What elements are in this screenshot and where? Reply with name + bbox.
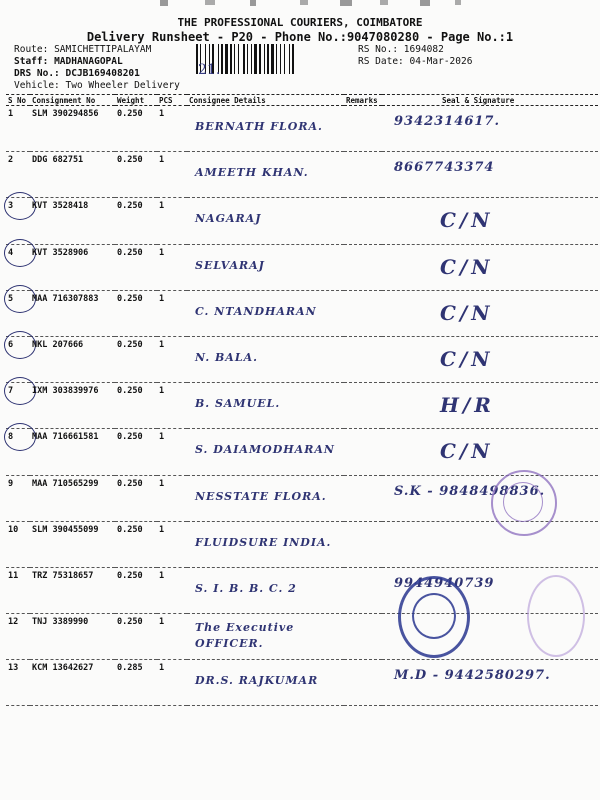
row-sno-cell [6,290,30,336]
consignee-details-cell [187,244,344,290]
table-row [6,198,598,244]
consignee-details-cell [187,614,344,660]
consignment-no-cell [30,106,115,152]
handwritten-consignee: BERNATH FLORA. [195,120,323,133]
consignee-details-cell [187,429,344,475]
seal-signature-cell [382,383,598,429]
seal-signature-cell [382,152,598,198]
weight: 0.285 [117,663,143,674]
consignee-details-cell [187,106,344,152]
handwritten-consignee: S. I. B. B. C. 2 [195,581,297,595]
handwritten-consignee: AMEETH KHAN. [195,166,309,180]
row-sno: 1 [8,109,14,119]
consignment-no-cell [30,614,115,660]
seal-stamp-faint [527,575,585,657]
consignment-no-cell [30,521,115,567]
handwritten-consignee: FLUIDSURE INDIA. [195,535,332,549]
weight-cell [115,336,157,382]
table-row [6,660,598,706]
pcs-cell [157,660,187,706]
handwritten-consignee: S. DAIAMODHARAN [195,443,335,457]
consignment-no: TRZ 75318657 [32,570,94,581]
remarks-cell [344,198,382,244]
pcs-cell [157,198,187,244]
pcs-cell [157,336,187,382]
handwritten-consignee: N. BALA. [195,350,258,364]
consignment-no: KCM 13642627 [32,663,94,674]
consignment-no-cell [30,567,115,613]
consignment-no: TNJ 3389990 [32,617,89,628]
consignment-no: KVT 3528418 [32,201,89,212]
handwritten-signature: C/N [440,254,494,279]
consignment-no-cell [30,383,115,429]
row-sno-cell [6,429,30,475]
seal-signature-cell [382,290,598,336]
vehicle-value: Two Wheeler Delivery [65,80,180,91]
remarks-cell [344,383,382,429]
consignee-details-cell [187,475,344,521]
row-sno-cell [6,614,30,660]
row-sno-cell [6,475,30,521]
runsheet-subtitle: Delivery Runsheet - P20 - Phone No.:9047080280 - Page No.:1 [86,30,514,44]
consignment-no: MAA 716307883 [32,293,99,304]
remarks-cell [344,567,382,613]
consignee-details-cell [187,567,344,613]
consignment-no-cell [30,475,115,521]
pcs: 1 [159,524,165,535]
handwritten-signature: H/R [440,393,495,418]
remarks-cell [344,429,382,475]
pcs: 1 [159,570,165,581]
pcs: 1 [159,617,165,628]
handwritten-consignee: DR.S. RAJKUMAR [195,674,319,688]
weight: 0.250 [117,570,143,581]
row-sno: 13 [8,663,19,674]
row-sno: 11 [8,570,19,581]
handwritten-consignee: NAGARAJ [195,212,262,226]
pcs: 1 [159,432,165,443]
rs-date-line: RS Date: 04-Mar-2026 [358,56,473,67]
rs-date-value: 04-Mar-2026 [409,56,473,67]
col-remarks: Remarks [344,95,382,106]
pcs-cell [157,106,187,152]
pcs: 1 [159,201,165,212]
handwritten-signature: C/N [440,208,494,233]
weight: 0.250 [117,617,143,628]
consignee-details-cell [187,198,344,244]
consignment-no: MAA 710565299 [32,478,99,489]
handwritten-consignee: B. SAMUEL. [195,397,281,411]
row-sno-cell [6,198,30,244]
pcs-cell [157,429,187,475]
weight: 0.250 [117,247,143,258]
seal-signature-cell [382,429,598,475]
row-sno-cell [6,152,30,198]
row-sno: 6 [8,339,14,350]
weight: 0.250 [117,155,143,166]
pcs-cell [157,290,187,336]
handwritten-consignee: SELVARAJ [195,258,265,272]
table-row [6,244,598,290]
weight: 0.250 [117,478,143,489]
weight: 0.250 [117,524,143,535]
row-sno: 9 [8,478,14,489]
pcs-cell [157,244,187,290]
seal-signature-cell [382,198,598,244]
row-sno-cell [6,567,30,613]
weight-cell [115,614,157,660]
weight-cell [115,244,157,290]
consignment-no-cell [30,290,115,336]
row-sno: 12 [8,617,19,628]
consignee-details-cell [187,383,344,429]
pcs: 1 [159,155,165,166]
seal-signature-cell [382,106,598,152]
drs-value: DCJB169408201 [65,68,140,79]
top-edge-marks [0,0,600,12]
handwritten-consignee: The Executive OFFICER. [195,621,295,651]
remarks-cell [344,244,382,290]
weight: 0.250 [117,201,143,212]
vehicle-line: Vehicle: Two Wheeler Delivery [14,80,180,91]
row-sno-cell [6,383,30,429]
row-sno: 3 [8,201,14,212]
handwritten-consignee: NESSTATE FLORA. [195,489,327,503]
row-sno: 8 [8,432,14,443]
handwritten-signature: S.K - 9848498836. [394,483,546,499]
remarks-cell [344,106,382,152]
handwritten-signature: M.D - 9442580297. [394,668,551,684]
weight: 0.250 [117,293,143,304]
seal-signature-cell [382,336,598,382]
consignment-no-cell [30,336,115,382]
seal-signature-cell [382,521,598,567]
consignment-no: MAA 716661581 [32,432,99,443]
pcs-cell [157,383,187,429]
handwritten-signature: 8667743374 [394,160,495,176]
pcs: 1 [159,478,165,489]
weight-cell [115,198,157,244]
remarks-cell [344,152,382,198]
weight-cell [115,567,157,613]
consignment-no: SLM 390455099 [32,524,99,535]
col-seal-signature: Seal & Signature [382,95,598,106]
handwritten-signature: C/N [440,300,494,325]
col-pcs: PCS [157,95,187,106]
pcs: 1 [159,386,165,397]
handwritten-signature: 9342314617. [394,114,500,129]
table-row [6,336,598,382]
handwritten-signature: 9944940739 [394,575,495,591]
seal-stamp-blue [398,576,470,658]
remarks-cell [344,475,382,521]
row-sno: 10 [8,524,19,535]
row-sno-cell [6,521,30,567]
company-title: THE PROFESSIONAL COURIERS, COIMBATORE [177,16,423,29]
row-sno: 5 [8,293,14,304]
row-sno-cell [6,660,30,706]
handwritten-consignee: C. NTANDHARAN [195,304,317,318]
consignee-details-cell [187,660,344,706]
consignment-no-cell [30,244,115,290]
weight: 0.250 [117,386,143,397]
col-sno: S No [6,95,30,106]
pcs-cell [157,614,187,660]
pcs-cell [157,521,187,567]
table-row [6,290,598,336]
table-row [6,567,598,613]
pcs-cell [157,567,187,613]
pcs: 1 [159,293,165,304]
route-line: Route: SAMICHETTIPALAYAM [14,44,152,55]
row-sno-cell [6,336,30,382]
row-sno-cell [6,106,30,152]
row-sno-cell [6,244,30,290]
seal-signature-cell [382,475,598,521]
remarks-cell [344,521,382,567]
handwritten-mark: 21. [198,62,221,78]
pcs: 1 [159,109,165,119]
weight-cell [115,383,157,429]
handwritten-signature: C/N [440,439,494,464]
col-consignment: Consignment No [30,95,115,106]
rs-no-value: 1694082 [403,44,444,55]
row-sno: 7 [8,386,14,397]
table-row [6,152,598,198]
table-row [6,106,598,152]
consignment-no-cell [30,152,115,198]
table-row [6,383,598,429]
handwritten-signature: C/N [440,346,494,371]
weight-cell [115,152,157,198]
consignment-no: IXM 303839976 [32,386,99,397]
weight-cell [115,660,157,706]
consignment-no: SLM 390294856 [32,109,99,119]
consignment-no-cell [30,429,115,475]
pcs: 1 [159,339,165,350]
remarks-cell [344,336,382,382]
consignee-details-cell [187,290,344,336]
weight-cell [115,429,157,475]
remarks-cell [344,290,382,336]
pcs-cell [157,152,187,198]
weight: 0.250 [117,109,143,119]
remarks-cell [344,660,382,706]
weight-cell [115,106,157,152]
runsheet-table [6,94,598,706]
weight-cell [115,521,157,567]
consignment-no-cell [30,198,115,244]
consignment-no-cell [30,660,115,706]
consignment-no: KVT 3528906 [32,247,89,258]
row-sno: 4 [8,247,14,258]
remarks-cell [344,614,382,660]
table-row [6,429,598,475]
drs-line: DRS No.: DCJB169408201 [14,68,140,79]
seal-signature-cell [382,660,598,706]
pcs-cell [157,475,187,521]
weight-cell [115,475,157,521]
consignee-details-cell [187,521,344,567]
consignee-details-cell [187,152,344,198]
table-row [6,614,598,660]
seal-stamp-violet [491,470,557,536]
seal-signature-cell [382,244,598,290]
consignment-no: DDG 682751 [32,155,84,166]
staff-line: Staff: MADHANAGOPAL [14,56,123,67]
pcs: 1 [159,663,165,674]
weight: 0.250 [117,432,143,443]
staff-value: MADHANAGOPAL [54,56,123,67]
route-value: SAMICHETTIPALAYAM [54,44,152,55]
rs-no-line: RS No.: 1694082 [358,44,444,55]
row-sno: 2 [8,155,14,166]
pcs: 1 [159,247,165,258]
col-consignee: Consignee Details [187,95,344,106]
col-weight: Weight [115,95,157,106]
table-header-row [6,95,598,106]
consignment-no: NKL 207666 [32,339,84,350]
weight-cell [115,290,157,336]
consignee-details-cell [187,336,344,382]
weight: 0.250 [117,339,143,350]
